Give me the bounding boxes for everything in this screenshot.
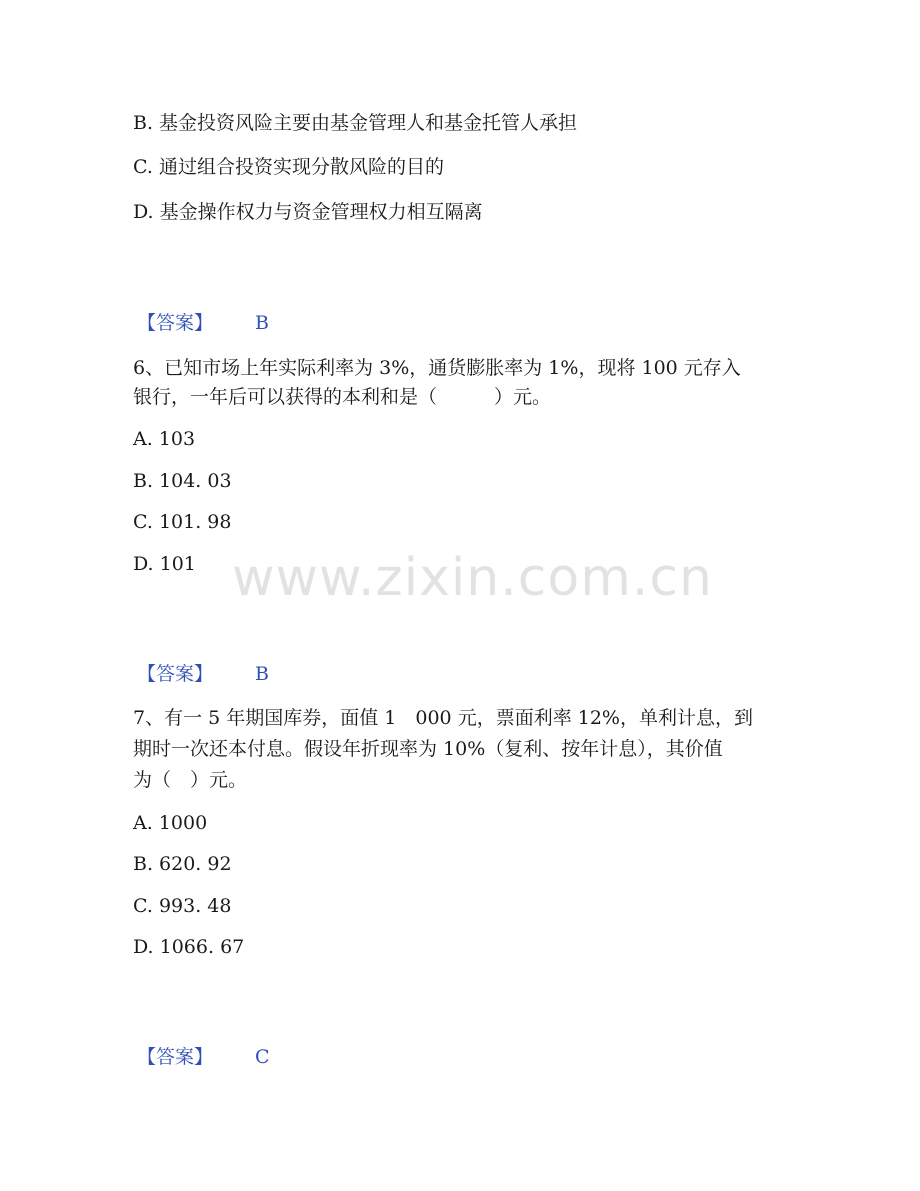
- q6-option-a: A. 103: [133, 428, 196, 450]
- prev-option-c: C. 通过组合投资实现分散风险的目的: [133, 156, 444, 178]
- q7-option-c: C. 993. 48: [133, 895, 232, 917]
- q7-option-a: A. 1000: [133, 812, 208, 834]
- q6-stem-line-2: 银行，一年后可以获得的本利和是（ ）元。: [133, 386, 552, 408]
- q6-option-b: B. 104. 03: [133, 470, 232, 492]
- watermark: www.zixin.com.cn: [232, 548, 713, 608]
- q6-option-c: C. 101. 98: [133, 511, 232, 533]
- answer-value: B: [255, 312, 269, 334]
- answer-label: 【答案】: [137, 1046, 214, 1068]
- answer-row-3: [137, 1045, 270, 1069]
- answer-label: 【答案】: [137, 663, 214, 685]
- prev-option-d: D. 基金操作权力与资金管理权力相互隔离: [133, 201, 483, 223]
- answer-label: 【答案】: [137, 312, 214, 334]
- answer-value: B: [255, 663, 269, 685]
- q6-stem-line-1: 6、已知市场上年实际利率为 3%，通货膨胀率为 1%，现将 100 元存入: [133, 357, 741, 379]
- answer-row-2: [137, 662, 269, 686]
- q7-option-d: D. 1066. 67: [133, 936, 245, 958]
- answer-value: C: [255, 1046, 270, 1068]
- q6-option-d: D. 101: [133, 553, 196, 575]
- q7-stem-line-2: 期时一次还本付息。假设年折现率为 10%（复利、按年计息），其价值: [133, 738, 723, 760]
- prev-option-b: B. 基金投资风险主要由基金管理人和基金托管人承担: [133, 112, 578, 134]
- q7-stem-line-3: 为（ ）元。: [133, 769, 248, 791]
- q7-stem-line-1: 7、有一 5 年期国库券，面值 1 000 元，票面利率 12%，单利计息，到: [133, 707, 753, 729]
- answer-row-1: [137, 311, 269, 335]
- q7-option-b: B. 620. 92: [133, 853, 232, 875]
